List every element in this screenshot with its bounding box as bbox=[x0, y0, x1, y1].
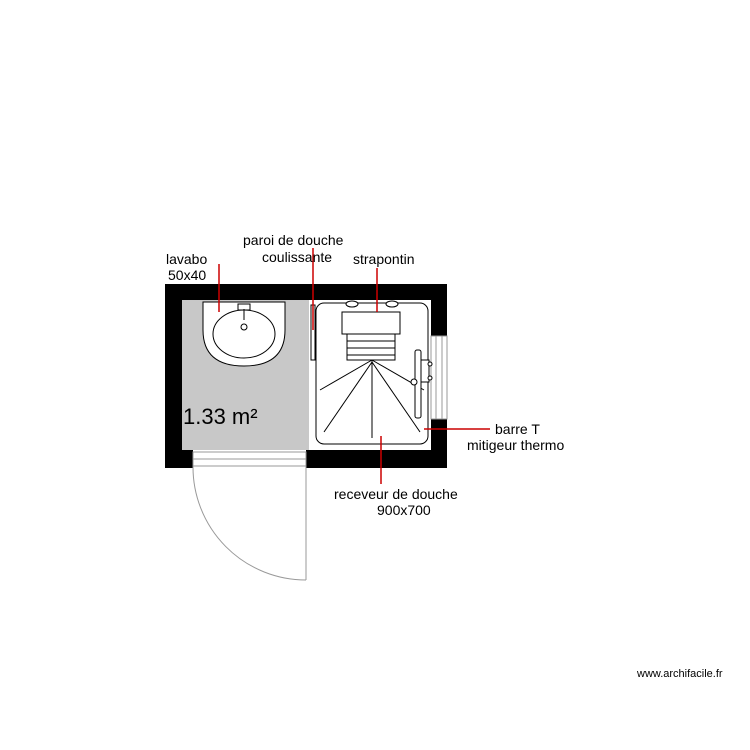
label-mitigeur: mitigeur thermo bbox=[467, 437, 565, 453]
label-barre: barre T bbox=[495, 421, 540, 437]
label-lavabo-size: 50x40 bbox=[168, 267, 207, 283]
door bbox=[193, 452, 306, 580]
label-paroi-type: coulissante bbox=[262, 249, 333, 265]
area-label: 1.33 m² bbox=[183, 404, 258, 429]
window-opening bbox=[431, 336, 447, 419]
label-lavabo: lavabo bbox=[166, 251, 208, 267]
washbasin bbox=[203, 302, 285, 366]
label-receveur: receveur de douche bbox=[334, 486, 458, 502]
label-paroi: paroi de douche bbox=[243, 232, 344, 248]
label-strapontin: strapontin bbox=[353, 251, 415, 267]
watermark: www.archifacile.fr bbox=[637, 668, 723, 680]
label-receveur-size: 900x700 bbox=[377, 502, 431, 518]
